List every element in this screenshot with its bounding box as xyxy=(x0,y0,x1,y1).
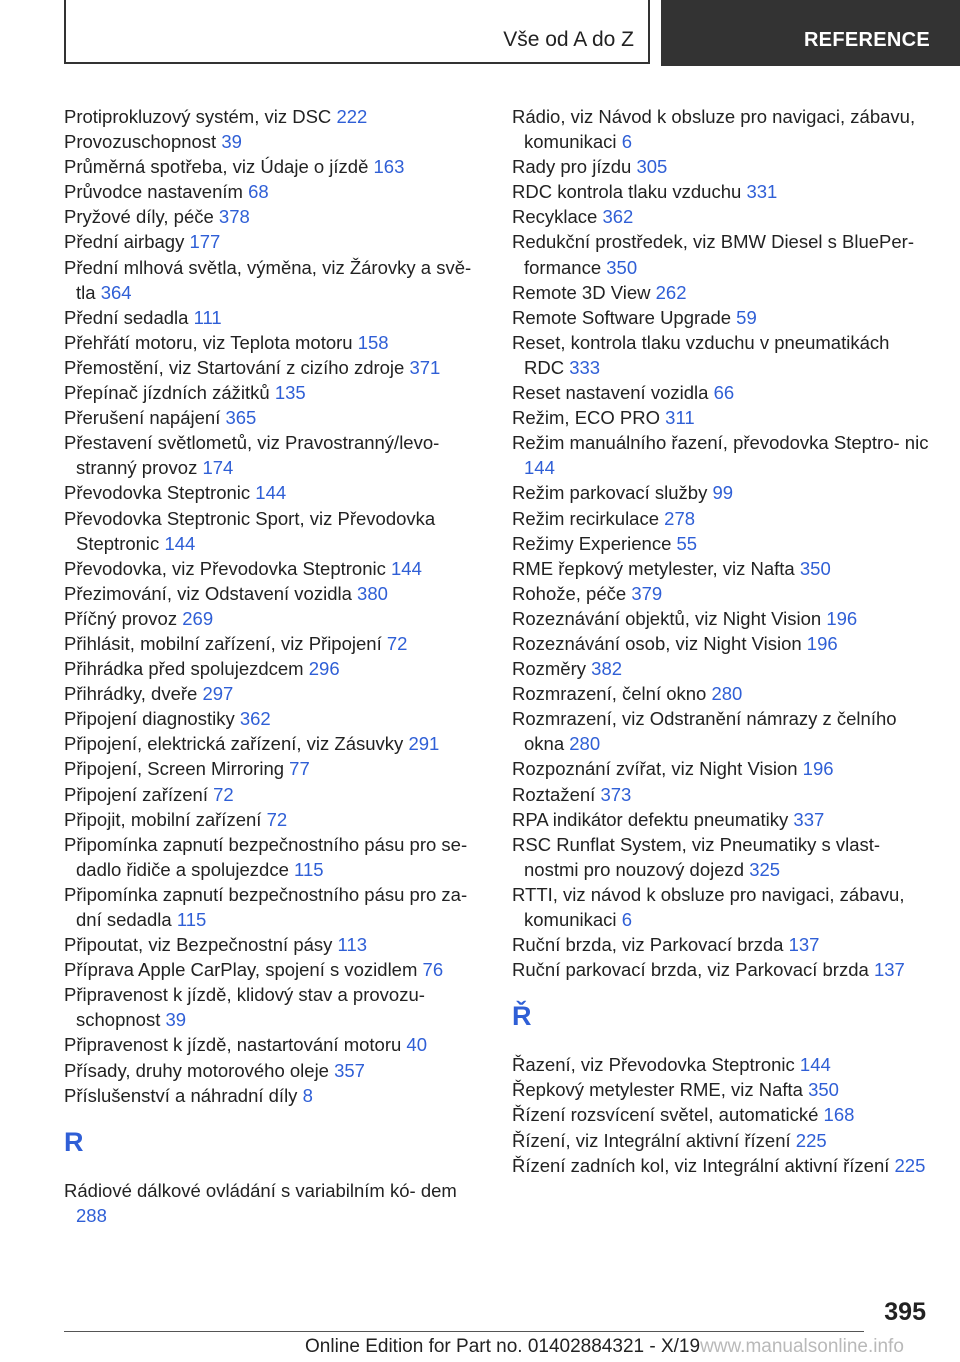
index-entry-text: Režim recirkulace xyxy=(512,507,665,529)
footer-edition xyxy=(305,1336,904,1358)
index-entry xyxy=(512,882,932,932)
index-entry xyxy=(64,631,484,656)
index-entry xyxy=(64,179,484,204)
index-entry xyxy=(512,681,932,706)
page-reference-link[interactable]: 382 xyxy=(591,658,623,680)
index-entry xyxy=(512,380,932,405)
page-reference-link[interactable]: 365 xyxy=(225,407,257,429)
index-entry-text: Provozuschopnost xyxy=(64,131,222,153)
index-entry xyxy=(64,807,484,832)
page-reference-link[interactable]: 350 xyxy=(799,557,831,579)
page-reference-link[interactable]: 325 xyxy=(749,858,781,880)
page-number: 395 xyxy=(884,1298,926,1326)
index-entry xyxy=(64,1032,484,1057)
chapter-tab xyxy=(661,0,960,66)
index-entry xyxy=(64,104,484,129)
index-entry xyxy=(64,681,484,706)
index-entry-text: Reset, kontrola tlaku vzduchu v pneumatikách RDC xyxy=(512,331,890,378)
page-reference-link[interactable]: 222 xyxy=(336,106,368,127)
index-entry-text: Roztažení xyxy=(512,783,601,805)
page-reference-link[interactable]: 168 xyxy=(823,1104,855,1126)
index-entry-text: Přísady, druhy motorového oleje xyxy=(64,1059,335,1081)
index-entry xyxy=(512,179,932,204)
page-reference-link[interactable]: 364 xyxy=(100,281,132,303)
page-reference-link[interactable]: 379 xyxy=(631,582,663,604)
page-reference-link[interactable]: 39 xyxy=(165,1009,187,1031)
index-entry xyxy=(64,581,484,606)
index-entry xyxy=(64,832,484,882)
page-reference-link[interactable]: 350 xyxy=(808,1079,839,1101)
index-entry xyxy=(64,129,484,154)
page-reference-link[interactable]: 111 xyxy=(193,306,222,328)
index-column-left xyxy=(64,104,484,1228)
index-entry xyxy=(512,782,932,807)
index-entry-text: Řízení rozsvícení světel, automatické xyxy=(512,1104,824,1126)
index-entry xyxy=(512,656,932,681)
index-entry xyxy=(64,480,484,505)
page-reference-link[interactable]: 174 xyxy=(202,457,234,479)
page-reference-link[interactable]: 269 xyxy=(182,607,214,629)
index-entry-text: Ruční parkovací brzda, viz Parkovací brzda xyxy=(512,959,874,981)
page-reference-link[interactable]: 196 xyxy=(826,607,858,629)
page-reference-link[interactable]: 137 xyxy=(788,934,820,956)
index-entry xyxy=(64,606,484,631)
page-reference-link[interactable]: 135 xyxy=(274,382,306,404)
page-reference-link[interactable]: 77 xyxy=(289,758,310,780)
index-entry-text: Přední airbagy xyxy=(64,231,190,253)
page-reference-link[interactable]: 373 xyxy=(600,783,632,805)
index-entry-text: Režim parkovací služby xyxy=(512,482,713,504)
index-entry-text: Přihlásit, mobilní zařízení, viz Připojení xyxy=(64,632,387,654)
index-entry-text: Průvodce nastavením xyxy=(64,181,249,203)
page-reference-link[interactable]: 76 xyxy=(422,959,444,981)
index-entry-text: Připomínka zapnutí bezpečnostního pásu pro za‐ dní sedadla xyxy=(64,883,468,930)
index-column-right xyxy=(512,104,932,1178)
page-reference-link[interactable]: 163 xyxy=(373,156,405,178)
index-entry xyxy=(64,731,484,756)
index-entry-text: Přezimování, viz Odstavení vozidla xyxy=(64,582,358,604)
index-entry xyxy=(512,405,932,430)
index-entry xyxy=(64,330,484,355)
index-entry-text: Přerušení napájení xyxy=(64,407,226,429)
page-reference-link[interactable]: 59 xyxy=(736,306,757,328)
page-reference-link[interactable]: 357 xyxy=(334,1059,365,1081)
index-entry xyxy=(512,581,932,606)
page-reference-link[interactable]: 225 xyxy=(795,1129,827,1151)
index-entry-text: Příprava Apple CarPlay, spojení s vozidlem xyxy=(64,959,423,981)
index-entry xyxy=(64,1178,484,1228)
index-entry-text: Rozeznávání osob, viz Night Vision xyxy=(512,632,807,654)
index-entry-text: RSC Runflat System, viz Pneumatiky s vlast‐ nostmi pro nouzový dojezd xyxy=(512,833,881,880)
page-reference-link[interactable]: 280 xyxy=(711,683,743,705)
page-reference-link[interactable]: 144 xyxy=(524,457,555,479)
page-reference-link[interactable]: 8 xyxy=(302,1084,313,1106)
index-entry-text: Připojení diagnostiky xyxy=(64,708,240,730)
index-entry xyxy=(64,556,484,581)
index-entry xyxy=(512,756,932,781)
index-entry-text: Pryžové díly, péče xyxy=(64,206,219,228)
index-entry-text: Převodovka, viz Převodovka Steptronic xyxy=(64,557,391,579)
index-entry-text: Rádiové dálkové ovládání s variabilním kó‐ dem xyxy=(64,1179,457,1201)
index-entry-text: Připojení, Screen Mirroring xyxy=(64,758,290,780)
index-entry xyxy=(64,430,484,480)
index-entry xyxy=(512,330,932,380)
page-reference-link[interactable]: 144 xyxy=(799,1054,831,1076)
index-entry-text: Rozpoznání zvířat, viz Night Vision xyxy=(512,758,803,780)
index-entry xyxy=(512,832,932,882)
index-entry-text: RME řepkový metylester, viz Nafta xyxy=(512,557,800,579)
page-reference-link[interactable]: 291 xyxy=(408,733,440,755)
index-entry xyxy=(512,1153,932,1178)
chapter-label: REFERENCE xyxy=(803,29,930,51)
index-entry xyxy=(64,405,484,430)
index-entry-text: Přední sedadla xyxy=(64,306,194,328)
index-entry-text: RPA indikátor defektu pneumatiky xyxy=(512,808,794,830)
index-entry-text: Rozměry xyxy=(512,658,592,680)
index-entry xyxy=(512,807,932,832)
page-reference-link[interactable]: 337 xyxy=(793,808,825,830)
index-entry-text: Průměrná spotřeba, viz Údaje o jízdě xyxy=(64,156,374,178)
page-header xyxy=(0,0,960,66)
index-entry-text: Připojení, elektrická zařízení, viz Zásuvky xyxy=(64,733,409,755)
page-reference-link[interactable]: 378 xyxy=(218,206,250,228)
index-entry xyxy=(64,255,484,305)
page-reference-link[interactable]: 280 xyxy=(569,733,601,755)
page-reference-link[interactable]: 371 xyxy=(409,356,441,378)
index-entry-text: Recyklace xyxy=(512,206,603,228)
index-entry-text: Rozeznávání objektů, viz Night Vision xyxy=(512,607,827,629)
page-reference-link[interactable]: 350 xyxy=(606,256,638,278)
index-entry-text: Rozmrazení, čelní okno xyxy=(512,683,712,705)
index-entry xyxy=(64,506,484,556)
index-entry-text: Přední mlhová světla, výměna, viz Žárovky a svě‐ tla xyxy=(64,256,472,303)
index-entry xyxy=(512,531,932,556)
page-reference-link[interactable]: 99 xyxy=(712,482,734,504)
page-reference-link[interactable]: 331 xyxy=(746,181,778,203)
section-tab xyxy=(64,0,650,64)
index-entry-text: Rádio, viz Návod k obsluze pro navigaci, zábavu, komunikaci xyxy=(512,106,916,153)
index-entry-text: Příslušenství a náhradní díly xyxy=(64,1084,303,1106)
page-reference-link[interactable]: 288 xyxy=(76,1204,107,1226)
index-entry-text: Přestavení světlometů, viz Pravostranný/levo‐ stranný provoz xyxy=(64,432,440,479)
index-entry-text: Připravenost k jízdě, klidový stav a provozu‐ schopnost xyxy=(64,984,425,1031)
index-entry-text: Řízení zadních kol, viz Integrální aktivní řízení xyxy=(512,1154,895,1176)
index-entry-text: Přepínač jízdních zážitků xyxy=(64,382,275,404)
index-entry xyxy=(512,104,932,154)
index-entry-text: Rady pro jízdu xyxy=(512,156,637,178)
index-entry xyxy=(512,706,932,756)
index-entry xyxy=(64,957,484,982)
page-reference-link[interactable]: 115 xyxy=(176,909,207,930)
index-entry xyxy=(64,204,484,229)
index-entry xyxy=(64,1058,484,1083)
index-entry xyxy=(512,506,932,531)
index-entry xyxy=(512,1102,932,1127)
index-entry xyxy=(64,782,484,807)
index-entry xyxy=(64,656,484,681)
index-entry-text: RDC kontrola tlaku vzduchu xyxy=(512,181,747,203)
page-reference-link[interactable]: 362 xyxy=(239,708,271,730)
index-entry xyxy=(64,380,484,405)
index-entry xyxy=(512,1077,932,1102)
page-reference-link[interactable]: 39 xyxy=(221,131,242,153)
index-entry-text: Přehřátí motoru, viz Teplota motoru xyxy=(64,331,358,353)
index-entry-text: Převodovka Steptronic Sport, viz Převodovka Steptronic xyxy=(64,507,436,554)
index-entry-text: Připoutat, viz Bezpečnostní pásy xyxy=(64,934,338,956)
index-entry xyxy=(64,1083,484,1108)
index-entry-text: Připojení zařízení xyxy=(64,783,214,805)
index-entry-text: Reset nastavení vozidla xyxy=(512,382,714,404)
page-reference-link[interactable]: 6 xyxy=(621,909,632,930)
index-entry-text: Režimy Experience xyxy=(512,532,677,554)
index-entry xyxy=(64,706,484,731)
index-section-letter: R xyxy=(64,1126,84,1157)
index-entry-text: Řazení, viz Převodovka Steptronic xyxy=(512,1054,800,1076)
page-reference-link[interactable]: 40 xyxy=(406,1034,427,1056)
page-reference-link[interactable]: 196 xyxy=(806,632,838,654)
index-entry-text: Protiprokluzový systém, viz DSC xyxy=(64,106,337,127)
index-entry xyxy=(512,631,932,656)
index-section-letter: Ř xyxy=(512,1001,532,1032)
index-entry xyxy=(64,305,484,330)
page-reference-link[interactable]: 297 xyxy=(202,683,234,705)
page-reference-link[interactable]: 278 xyxy=(664,507,696,529)
index-entry-text: Připravenost k jízdě, nastartování motoru xyxy=(64,1034,407,1056)
index-entry-text: Řízení, viz Integrální aktivní řízení xyxy=(512,1129,796,1151)
index-entry xyxy=(64,154,484,179)
index-entry-text: Ruční brzda, viz Parkovací brzda xyxy=(512,934,789,956)
page-reference-link[interactable]: 66 xyxy=(713,382,735,404)
index-entry-text: Režim manuálního řazení, převodovka Steptro‐ nic xyxy=(512,432,929,454)
page-reference-link[interactable]: 72 xyxy=(386,632,408,654)
page-reference-link[interactable]: 144 xyxy=(255,482,287,504)
section-title: Vše od A do Z xyxy=(503,28,634,51)
index-entry xyxy=(512,280,932,305)
index-entry-text: Příčný provoz xyxy=(64,607,183,629)
page-reference-link[interactable]: 144 xyxy=(164,532,196,554)
index-entry xyxy=(64,882,484,932)
index-entry-text: Remote Software Upgrade xyxy=(512,306,737,328)
page-reference-link[interactable]: 115 xyxy=(294,858,324,880)
index-entry xyxy=(64,932,484,957)
page-reference-link[interactable]: 362 xyxy=(602,206,634,228)
page-reference-link[interactable]: 262 xyxy=(655,281,687,303)
index-entry xyxy=(512,430,932,480)
index-entry-text: Přihrádky, dveře xyxy=(64,683,203,705)
index-entry xyxy=(64,756,484,781)
index-entry xyxy=(512,154,932,179)
index-entry xyxy=(512,1052,932,1077)
index-entry-text: Redukční prostředek, viz BMW Diesel s BluePer‐ formance xyxy=(512,231,914,278)
page-reference-link[interactable]: 296 xyxy=(308,658,340,680)
page-reference-link[interactable]: 72 xyxy=(266,808,288,830)
index-entry-text: Přemostění, viz Startování z cizího zdroje xyxy=(64,356,410,378)
index-entry-text: Řepkový metylester RME, viz Nafta xyxy=(512,1079,809,1101)
index-entry xyxy=(64,982,484,1032)
index-entry xyxy=(512,932,932,957)
index-entry-text: Připojit, mobilní zařízení xyxy=(64,808,267,830)
page-reference-link[interactable]: 158 xyxy=(357,331,389,353)
edition-text: Online Edition for Part no. 01402884321 - X/19 xyxy=(305,1336,701,1357)
index-entry xyxy=(512,480,932,505)
index-entry-text: Režim, ECO PRO xyxy=(512,407,666,429)
index-entry-text: Připomínka zapnutí bezpečnostního pásu pro se‐ dadlo řidiče a spolujezdce xyxy=(64,833,468,880)
page-reference-link[interactable]: 144 xyxy=(391,557,422,579)
index-entry xyxy=(512,556,932,581)
page-reference-link[interactable]: 305 xyxy=(636,156,668,178)
index-entry-text: Převodovka Steptronic xyxy=(64,482,256,504)
page-reference-link[interactable]: 6 xyxy=(621,131,632,153)
index-entry xyxy=(64,355,484,380)
index-entry-text: Přihrádka před spolujezdcem xyxy=(64,658,309,680)
page-reference-link[interactable]: 380 xyxy=(357,582,388,604)
index-entry xyxy=(512,606,932,631)
page-reference-link[interactable]: 55 xyxy=(676,532,698,554)
index-entry-text: Remote 3D View xyxy=(512,281,656,303)
index-entry xyxy=(512,204,932,229)
index-entry-text: Rozmrazení, viz Odstranění námrazy z čelního okna xyxy=(512,708,897,755)
page-reference-link[interactable]: 196 xyxy=(802,758,834,780)
footer-divider xyxy=(64,1331,864,1332)
watermark: www.manualsonline.info xyxy=(700,1336,904,1357)
page-reference-link[interactable]: 113 xyxy=(337,934,368,956)
index-entry xyxy=(64,229,484,254)
page-reference-link[interactable]: 177 xyxy=(189,231,221,253)
index-entry xyxy=(512,957,932,982)
page-reference-link[interactable]: 311 xyxy=(665,407,695,429)
page-reference-link[interactable]: 68 xyxy=(248,181,269,203)
page-reference-link[interactable]: 137 xyxy=(873,959,905,981)
index-entry-text: RTTI, viz návod k obsluze pro navigaci, zábavu, komunikaci xyxy=(512,883,905,930)
index-entry xyxy=(512,305,932,330)
index-entry-text: Rohože, péče xyxy=(512,582,632,604)
page-reference-link[interactable]: 72 xyxy=(213,783,234,805)
index-entry xyxy=(512,1128,932,1153)
index-entry xyxy=(512,229,932,279)
page-reference-link[interactable]: 225 xyxy=(894,1154,926,1176)
page-reference-link[interactable]: 333 xyxy=(569,356,601,378)
